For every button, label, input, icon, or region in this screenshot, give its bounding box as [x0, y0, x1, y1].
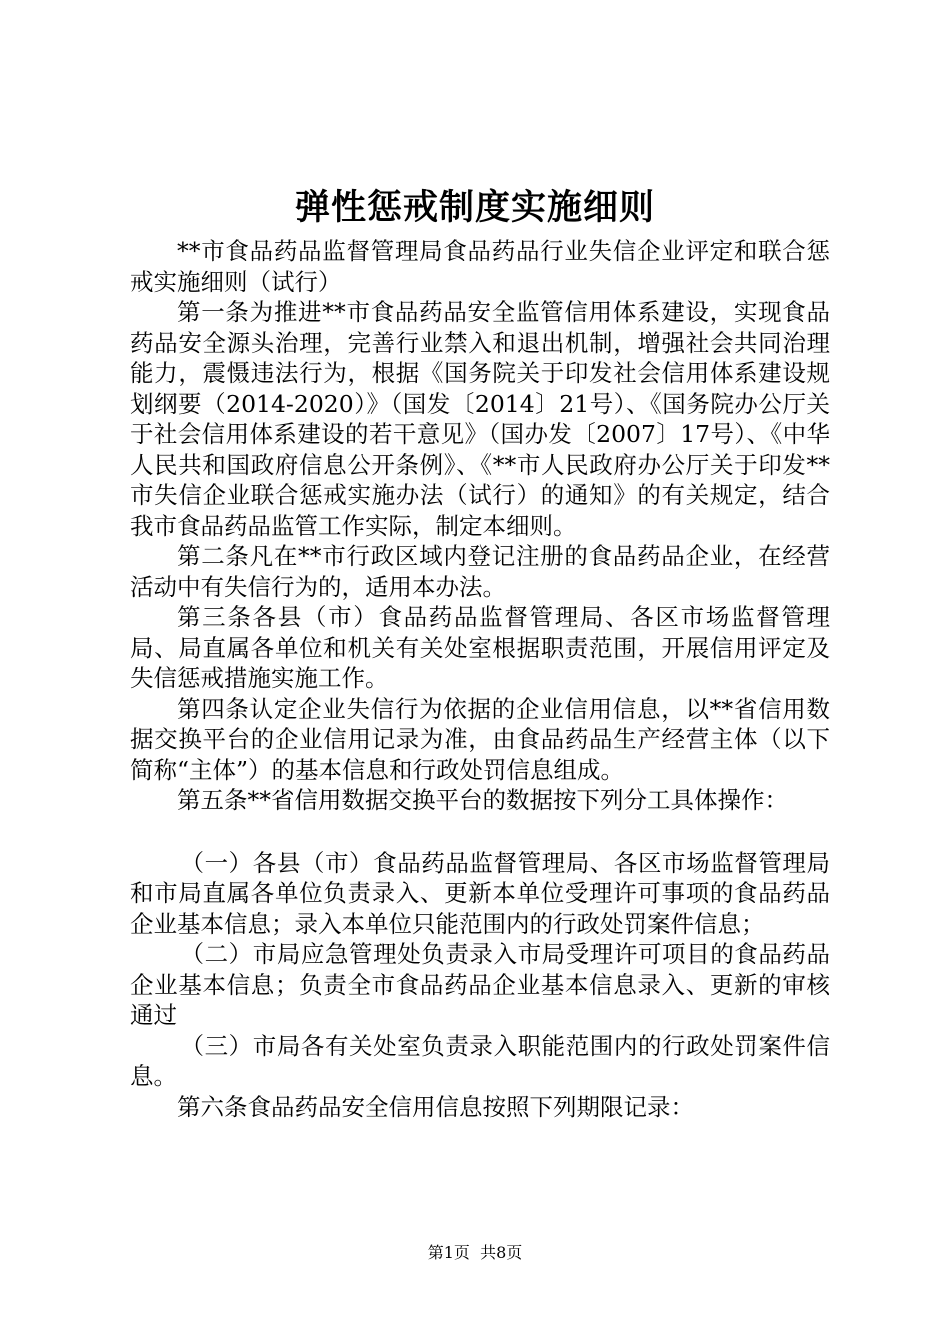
paragraph-article-3: 第三条各县（市）食品药品监督管理局、各区市场监督管理局、局直属各单位和机关有关处室根据职责范围，开展信用评定及失信惩戒措施实施工作。	[130, 603, 830, 692]
paragraph-article-6: 第六条食品药品安全信用信息按照下列期限记录：	[177, 1092, 694, 1121]
paragraph-item-1: （一）各县（市）食品药品监督管理局、各区市场监督管理局和市局直属各单位负责录入、更新本单位受理许可事项的食品药品企业基本信息；录入本单位只能范围内的行政处罚案件信息；	[130, 848, 830, 938]
document-body	[130, 236, 830, 1122]
page-number: 第1页 共8页	[427, 1243, 523, 1262]
paragraph-item-3: （三）市局各有关处室负责录入职能范围内的行政处罚案件信息。	[130, 1031, 830, 1090]
paragraph-article-5: 第五条**省信用数据交换平台的数据按下列分工具体操作：	[177, 786, 788, 814]
document-title: 弹性惩戒制度实施细则	[294, 187, 655, 228]
paragraph-article-1: 第一条为推进**市食品药品安全监管信用体系建设，实现食品药品安全源头治理，完善行业禁入和退出机制，增强社会共同治理能力，震慑违法行为，根据《国务院关于印发社会信用体系建设规划纲要（2014-2020）》（国发〔2014〕21号）、《国务院办公厅关于社会信用体系建设的若干意见》（国办发〔2007〕17号）、《中华人民共和国政府信息公开条例》、《**市人民政府办公厅关于印发**市失信企业联合惩戒实施办法（试行）的通知》的有关规定，结合我市食品药品监管工作实际，制定本细则。	[130, 298, 830, 540]
paragraph-article-4: 第四条认定企业失信行为依据的企业信用信息，以**省信用数据交换平台的企业信用记录为准，由食品药品生产经营主体（以下简称“主体”）的基本信息和行政处罚信息组成。	[130, 694, 830, 784]
paragraph-item-2: （二）市局应急管理处负责录入市局受理许可项目的食品药品企业基本信息；负责全市食品药品企业基本信息录入、更新的审核通过	[130, 940, 830, 1029]
paragraph-heading: **市食品药品监督管理局食品药品行业失信企业评定和联合惩戒实施细则（试行）	[130, 237, 830, 296]
paragraph-article-2: 第二条凡在**市行政区域内登记注册的食品药品企业，在经营活动中有失信行为的，适用本办法。	[130, 542, 830, 601]
